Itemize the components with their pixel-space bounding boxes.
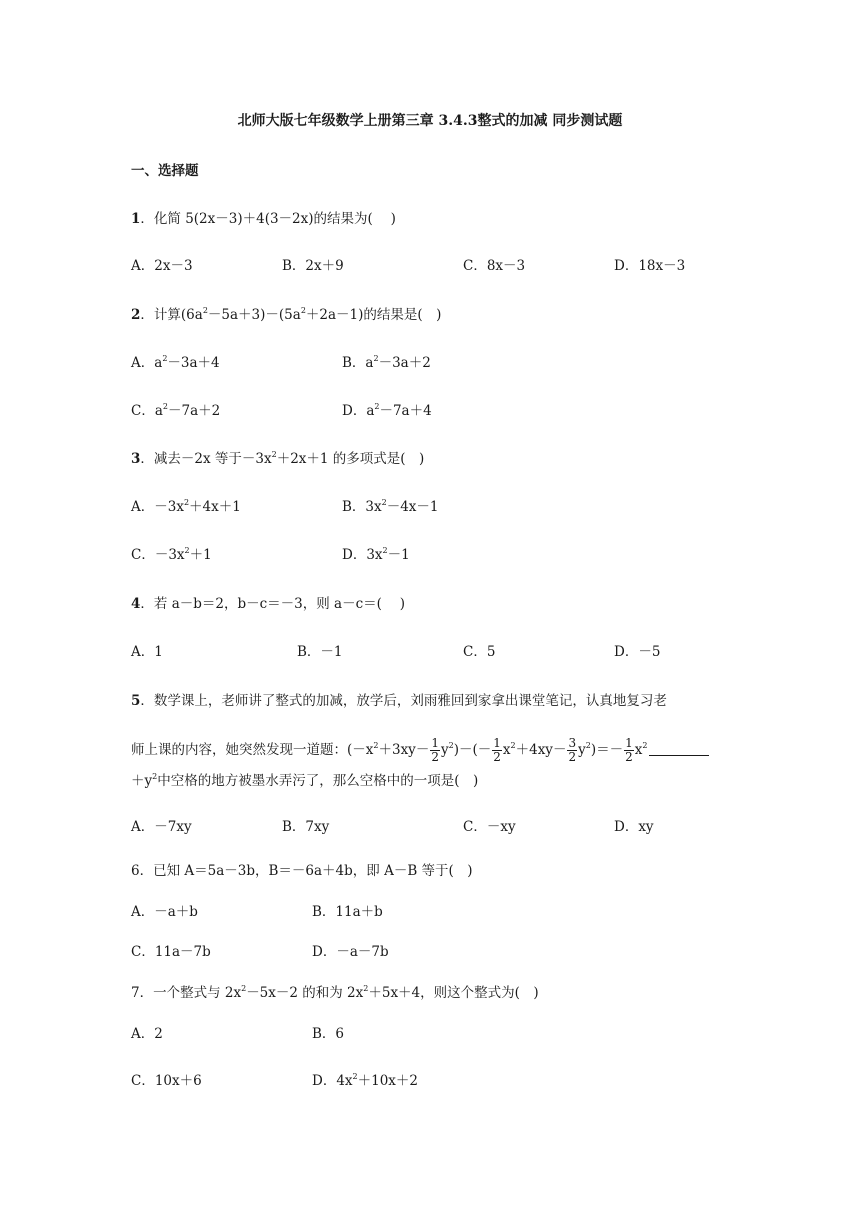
text-fragment: 6 bbox=[131, 863, 140, 879]
q3-option-b bbox=[342, 497, 439, 517]
text-fragment: 2 bbox=[493, 750, 501, 764]
question-3 bbox=[131, 449, 424, 469]
superscript: 2 bbox=[374, 402, 380, 411]
text-fragment: 2 bbox=[431, 750, 439, 764]
text-fragment: y bbox=[578, 742, 586, 758]
superscript: 2 bbox=[585, 741, 591, 750]
text-fragment: ＋2x＋1 的多项式是( ) bbox=[276, 451, 425, 467]
superscript: 2 bbox=[152, 772, 158, 781]
text-fragment: B．a bbox=[342, 355, 374, 371]
text-fragment: ＋4xy－ bbox=[515, 742, 567, 758]
text-fragment: 7 bbox=[131, 985, 140, 1001]
text-fragment: 1 bbox=[131, 211, 141, 227]
superscript: 2 bbox=[300, 306, 306, 315]
text-fragment: －5a＋3)－(5a bbox=[207, 307, 301, 323]
superscript: 2 bbox=[373, 354, 379, 363]
q6-option-b: B．11a＋b bbox=[312, 904, 383, 920]
q3-option-d bbox=[342, 545, 410, 565]
text-fragment: x bbox=[502, 742, 511, 758]
q7-option-c: C．10x＋6 bbox=[131, 1073, 202, 1089]
text-fragment: 师上课的内容，她突然发现一道题：(－x bbox=[131, 742, 374, 758]
text-fragment: ．减去－2x 等于－3x bbox=[140, 451, 272, 467]
text-fragment: x bbox=[634, 742, 643, 758]
superscript: 2 bbox=[162, 354, 168, 363]
text-fragment: A．a bbox=[131, 355, 163, 371]
superscript: 2 bbox=[271, 450, 277, 459]
section-heading: 一、选择题 bbox=[131, 163, 199, 179]
superscript: 2 bbox=[241, 984, 247, 993]
superscript: 2 bbox=[363, 984, 369, 993]
q4-option-a: A．1 bbox=[131, 644, 163, 660]
text-fragment: D．a bbox=[342, 403, 375, 419]
superscript: 2 bbox=[162, 402, 168, 411]
q3-option-c bbox=[131, 545, 212, 565]
superscript: 2 bbox=[448, 741, 454, 750]
q4-option-c: C．5 bbox=[463, 644, 496, 660]
text-fragment: ．数学课上，老师讲了整式的加减，放学后，刘雨雅回到家拿出课堂笔记，认真地复习老 bbox=[140, 693, 667, 709]
page-title: 北师大版七年级数学上册第三章 3.4.3整式的加减 同步测试题 bbox=[237, 113, 623, 129]
q2-option-a bbox=[131, 353, 220, 373]
text-fragment: C．－3x bbox=[131, 547, 185, 563]
q5-option-c: C．－xy bbox=[463, 819, 516, 835]
superscript: 2 bbox=[184, 546, 190, 555]
q4-option-d: D．－5 bbox=[614, 644, 661, 660]
fraction bbox=[492, 737, 502, 764]
text-fragment: ．若 a－b＝2，b－c＝－3，则 a－c＝( ) bbox=[140, 596, 405, 612]
question-6 bbox=[131, 861, 473, 881]
q1-option-b: B．2x＋9 bbox=[282, 258, 344, 274]
question-2 bbox=[131, 305, 441, 325]
text-fragment: －3a＋4 bbox=[167, 355, 220, 371]
q1-option-a: A．2x－3 bbox=[131, 258, 193, 274]
q5-option-d: D．xy bbox=[614, 819, 654, 835]
q2-option-b bbox=[342, 353, 431, 373]
text-fragment: －7a＋2 bbox=[167, 403, 221, 419]
superscript: 2 bbox=[510, 741, 516, 750]
q3-option-a bbox=[131, 497, 241, 517]
q6-option-a: A．－a＋b bbox=[131, 904, 198, 920]
text-fragment: ＋y bbox=[131, 773, 153, 789]
q4-option-b: B．－1 bbox=[297, 644, 343, 660]
fraction bbox=[624, 737, 634, 764]
text-fragment: A．－3x bbox=[131, 499, 184, 515]
q6-option-c: C．11a－7b bbox=[131, 944, 211, 960]
superscript: 2 bbox=[202, 306, 208, 315]
fraction bbox=[567, 737, 577, 764]
text-fragment: 5 bbox=[131, 693, 141, 709]
q2-option-d bbox=[342, 401, 432, 421]
answer-blank bbox=[649, 755, 709, 756]
question-7 bbox=[131, 983, 539, 1003]
text-fragment: )－(－ bbox=[453, 742, 492, 758]
text-fragment: 1 bbox=[431, 736, 439, 750]
text-fragment: ＋3xy－ bbox=[378, 742, 430, 758]
question-1 bbox=[131, 209, 396, 229]
text-fragment: 2 bbox=[625, 750, 633, 764]
text-fragment: ．化简 5(2x－3)＋4(3－2x)的结果为( ) bbox=[140, 211, 396, 227]
text-fragment: 1 bbox=[493, 736, 501, 750]
text-fragment: 1 bbox=[625, 736, 633, 750]
fraction bbox=[430, 737, 440, 764]
text-fragment: ＋5x＋4，则这个整式为( ) bbox=[368, 985, 539, 1001]
text-fragment: ．已知 A＝5a－3b，B＝－6a＋4b，即 A－B 等于( ) bbox=[139, 863, 473, 879]
text-fragment: B．3x bbox=[342, 499, 382, 515]
text-fragment: D．3x bbox=[342, 547, 383, 563]
text-fragment: 4 bbox=[131, 596, 141, 612]
text-fragment: 2 bbox=[131, 307, 141, 323]
text-fragment: －4x－1 bbox=[386, 499, 439, 515]
text-fragment: －3a＋2 bbox=[378, 355, 431, 371]
text-fragment: 中空格的地方被墨水弄污了，那么空格中的一项是( ) bbox=[157, 773, 479, 789]
text-fragment: C．a bbox=[131, 403, 163, 419]
text-fragment: )＝－ bbox=[590, 742, 624, 758]
q5-option-a: A．－7xy bbox=[131, 819, 192, 835]
question-5 bbox=[131, 691, 667, 711]
superscript: 2 bbox=[381, 498, 387, 507]
q2-option-c bbox=[131, 401, 220, 421]
text-fragment: ．一个整式与 2x bbox=[139, 985, 242, 1001]
text-fragment: －5x－2 的和为 2x bbox=[246, 985, 364, 1001]
superscript: 2 bbox=[183, 498, 190, 507]
text-fragment: ＋1 bbox=[189, 547, 212, 563]
text-fragment: －7a＋4 bbox=[379, 403, 432, 419]
q6-option-d: D．－a－7b bbox=[312, 944, 389, 960]
text-fragment: ．计算(6a bbox=[140, 307, 203, 323]
q5-option-b: B．7xy bbox=[282, 819, 330, 835]
q1-option-d: D．18x－3 bbox=[614, 258, 686, 274]
superscript: 2 bbox=[373, 741, 379, 750]
q7-option-b: B．6 bbox=[312, 1026, 345, 1042]
text-fragment: 2 bbox=[568, 750, 577, 764]
q7-option-a: A．2 bbox=[131, 1026, 163, 1042]
question-5-line-3 bbox=[131, 771, 478, 791]
question-4 bbox=[131, 594, 405, 614]
q1-option-c: C．8x－3 bbox=[463, 258, 526, 274]
q7-option-d bbox=[312, 1071, 418, 1091]
text-fragment: －1 bbox=[387, 547, 410, 563]
text-fragment: 3 bbox=[131, 451, 141, 467]
text-fragment: 3 bbox=[568, 736, 577, 750]
question-5-line-2 bbox=[131, 728, 709, 772]
superscript: 2 bbox=[382, 546, 388, 555]
text-fragment: ＋10x＋2 bbox=[357, 1073, 419, 1089]
text-fragment: ＋2a－1)的结果是( ) bbox=[305, 307, 442, 323]
text-fragment: y bbox=[440, 742, 449, 758]
superscript: 2 bbox=[642, 741, 648, 750]
superscript: 2 bbox=[352, 1072, 358, 1081]
text-fragment: ＋4x＋1 bbox=[189, 499, 241, 515]
text-fragment: D．4x bbox=[312, 1073, 353, 1089]
